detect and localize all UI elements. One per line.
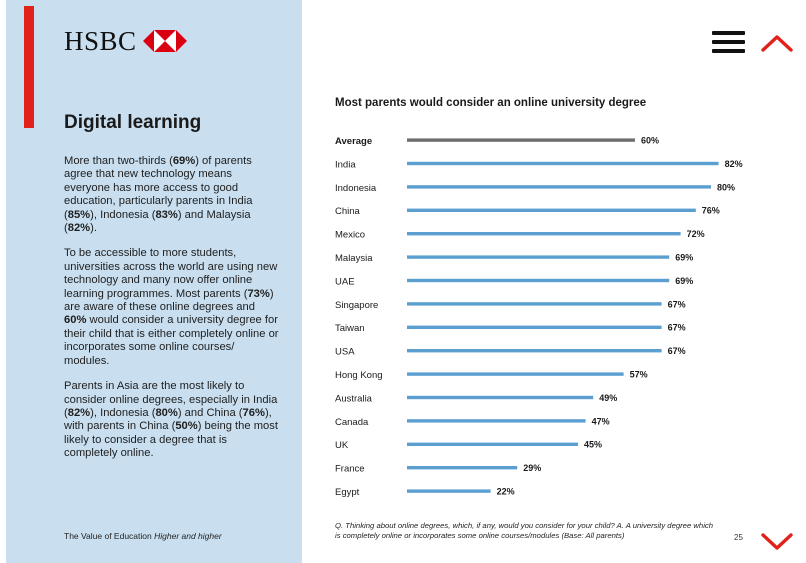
value-label-australia: 49% <box>599 392 618 403</box>
bar-egypt <box>407 489 491 492</box>
bar-malaysia <box>407 255 669 258</box>
page-heading: Digital learning <box>64 112 202 133</box>
hsbc-logo[interactable] <box>64 26 187 56</box>
category-label-canada: Canada <box>335 416 369 428</box>
paragraph-1: More than two-thirds (69%) of parents agree that new technology means everyone has more access to good education, particularly parents in India (85%), Indonesia (83%) and Malaysia (82%). <box>64 155 253 235</box>
bar-indonesia <box>407 185 711 188</box>
hsbc-hexagon-icon <box>143 30 187 52</box>
chevron-down-icon[interactable] <box>761 532 793 552</box>
category-label-taiwan: Taiwan <box>335 323 365 335</box>
bar-chart <box>330 128 750 508</box>
bar-uae <box>407 279 669 282</box>
value-label-uk: 45% <box>584 439 603 450</box>
bar-mexico <box>407 232 681 235</box>
bar-taiwan <box>407 326 662 329</box>
accent-bar <box>24 6 34 128</box>
value-label-malaysia: 69% <box>675 252 694 263</box>
category-label-hong-kong: Hong Kong <box>335 370 383 381</box>
value-label-mexico: 72% <box>686 229 705 240</box>
bar-singapore <box>407 302 662 305</box>
bar-india <box>407 162 719 165</box>
chart-title: Most parents would consider an online university degree <box>335 97 647 109</box>
category-label-uk: UK <box>335 440 349 452</box>
value-label-hong-kong: 57% <box>629 369 648 380</box>
value-label-uae: 69% <box>675 275 694 286</box>
value-label-egypt: 22% <box>496 486 515 497</box>
category-label-australia: Australia <box>335 393 372 405</box>
bar-usa <box>407 349 662 352</box>
category-label-mexico: Mexico <box>335 229 366 241</box>
value-label-usa: 67% <box>667 346 686 357</box>
publication-footer <box>64 531 222 541</box>
value-label-canada: 47% <box>591 416 610 427</box>
category-label-egypt: Egypt <box>335 487 360 498</box>
category-label-uae: UAE <box>335 276 355 288</box>
paragraph-2: To be accessible to more students, universities across the world are using new technology and many now offer online learning programmes. Most parents (73%) are aware of these online degrees and 60% would consider a university degree for their child that is either completely online or incorporates some online courses/ modules. <box>64 247 279 367</box>
value-label-taiwan: 67% <box>667 322 686 333</box>
bar-canada <box>407 419 586 422</box>
category-label-average: Average <box>335 136 373 147</box>
bar-china <box>407 209 696 212</box>
category-label-usa: USA <box>335 346 355 358</box>
bar-australia <box>407 396 593 399</box>
category-label-india: India <box>335 159 356 171</box>
intro-text <box>64 155 279 473</box>
value-label-average: 60% <box>641 135 660 146</box>
value-label-india: 82% <box>724 158 743 169</box>
category-label-france: France <box>335 463 365 475</box>
footer-publication: The Value of Education <box>64 531 155 541</box>
chart-footnote: Q. Thinking about online degrees, which, if any, would you consider for your child? A. A university degree which is completely online or incorporates some online courses/modules (Base: All parents) <box>335 521 714 540</box>
paragraph-3: Parents in Asia are the most likely to consider online degrees, especially in India (82%), Indonesia (80%) and China (76%), with parents in China (50%) being the most likely to consider a degree that is completely online. <box>64 380 278 460</box>
bar-uk <box>407 443 578 446</box>
category-label-malaysia: Malaysia <box>335 253 373 264</box>
logo-wordmark: HSBC <box>64 25 137 56</box>
category-label-indonesia: Indonesia <box>335 182 377 194</box>
category-label-singapore: Singapore <box>335 299 379 311</box>
category-label-china: China <box>335 206 360 218</box>
bar-france <box>407 466 517 469</box>
chevron-up-icon[interactable] <box>761 33 793 53</box>
value-label-singapore: 67% <box>667 299 686 310</box>
footer-subtitle: Higher and higher <box>154 531 222 541</box>
value-label-france: 29% <box>523 463 542 474</box>
bar-average <box>407 138 635 141</box>
value-label-china: 76% <box>701 205 720 216</box>
value-label-indonesia: 80% <box>717 182 736 193</box>
bar-hong-kong <box>407 372 624 375</box>
page-number: 25 <box>734 533 743 542</box>
hamburger-menu-icon[interactable] <box>712 29 745 55</box>
